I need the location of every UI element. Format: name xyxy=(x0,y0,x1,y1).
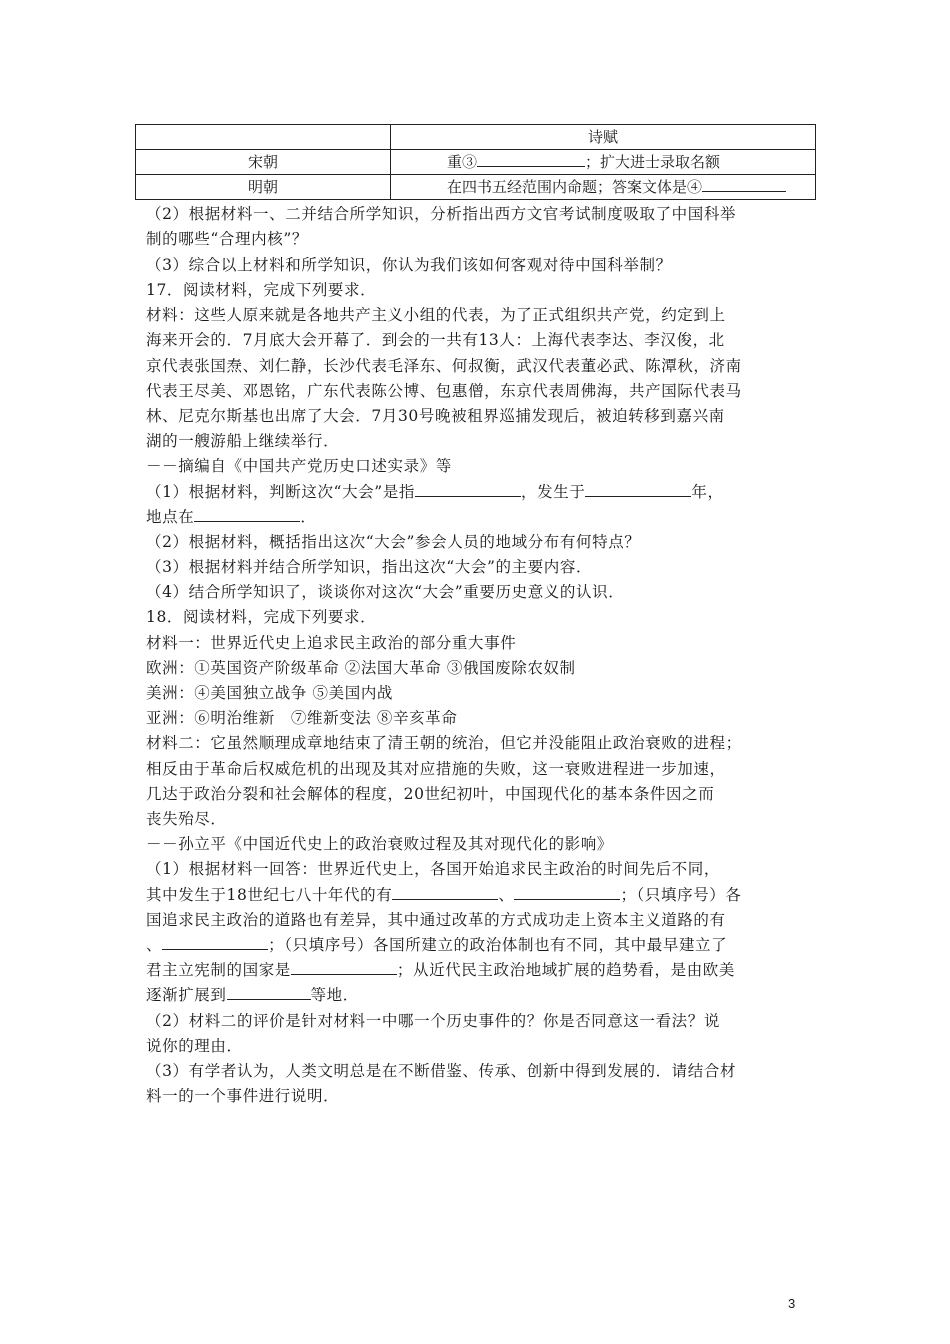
question-text xyxy=(146,958,735,983)
question-text: ，发生于 xyxy=(521,483,586,501)
table-row xyxy=(136,125,816,150)
table-cell xyxy=(391,175,816,200)
material-text: 美洲：④美国独立战争 ⑤美国内战 xyxy=(146,684,394,702)
page-number: 3 xyxy=(788,1296,796,1311)
fill-blank[interactable] xyxy=(477,152,585,167)
question-text: （2）材料二的评价是针对材料一中哪一个历史事件的？你是否同意这一看法？说 xyxy=(146,1012,720,1030)
cell-text: ；扩大进士录取名额 xyxy=(585,153,721,171)
question-text xyxy=(146,480,724,505)
question-text xyxy=(146,983,359,1008)
table-cell: 明朝 xyxy=(136,175,391,200)
material-text: 湖的一艘游船上继续举行． xyxy=(146,432,340,450)
question-text: ；从近代民主政治地域扩展的趋势看，是由欧美 xyxy=(396,961,736,979)
question-text: 国追求民主政治的道路也有差异，其中通过改革的方式成功走上资本主义道路的有 xyxy=(146,911,726,929)
material-text: 丧失殆尽． xyxy=(146,810,227,828)
cell-text: 在四书五经范围内命题；答案文体是④ xyxy=(447,178,703,196)
fill-blank[interactable] xyxy=(585,482,691,497)
material-text: 海来开会的．7月底大会开幕了．到会的一共有13人：上海代表李达、李汉俊，北 xyxy=(146,331,725,349)
table-cell: 宋朝 xyxy=(136,150,391,175)
question-text: （3）综合以上材料和所学知识，你认为我们该如何客观对待中国科举制？ xyxy=(146,256,672,274)
material-text: 材料：这些人原来就是各地共产主义小组的代表，为了正式组织共产党，约定到上 xyxy=(146,306,726,324)
question-title: 17．阅读材料，完成下列要求． xyxy=(146,281,377,299)
material-text: 林、尼克尔斯基也出席了大会．7月30号晚被租界巡捕发现后，被迫转移到嘉兴南 xyxy=(146,407,725,425)
question-text: （1）根据材料一回答：世界近代史上，各国开始追求民主政治的时间先后不同， xyxy=(146,860,720,878)
question-text: 、 xyxy=(146,936,163,954)
exam-table xyxy=(135,124,816,200)
fill-blank[interactable] xyxy=(514,885,620,900)
source-citation: －－摘编自《中国共产党历史口述实录》等 xyxy=(146,457,452,475)
question-text: 说你的理由． xyxy=(146,1037,243,1055)
material-text: 京代表张国焘、刘仁静，长沙代表毛泽东、何叔衡，武汉代表董必武、陈潭秋，济南 xyxy=(146,357,742,375)
question-text: 料一的一个事件进行说明． xyxy=(146,1087,340,1105)
source-citation: －－孙立平《中国近代史上的政治衰败过程及其对现代化的影响》 xyxy=(146,835,613,853)
fill-blank[interactable] xyxy=(162,935,268,950)
question-text: （3）有学者认为，人类文明总是在不断借鉴、传承、创新中得到发展的．请结合材 xyxy=(146,1062,737,1080)
question-text: （2）根据材料一、二并结合所学知识，分析指出西方文官考试制度吸取了中国科举 xyxy=(146,205,737,223)
question-text: （3）根据材料并结合所学知识，指出这次“大会”的主要内容． xyxy=(146,558,593,576)
question-text: 、 xyxy=(498,886,515,904)
material-text: 几达于政治分裂和社会解体的程度，20世纪初叶，中国现代化的基本条件因之而 xyxy=(146,785,715,803)
table-cell: 诗赋 xyxy=(391,125,816,150)
material-text: 材料二：它虽然顺理成章地结束了清王朝的统治，但它并没能阻止政治衰败的进程； xyxy=(146,734,742,752)
fill-blank[interactable] xyxy=(392,885,498,900)
material-text: 代表王尽美、邓恩铭，广东代表陈公博、包惠僧，东京代表周佛海，共产国际代表马 xyxy=(146,382,742,400)
question-text: 制的哪些“合理内核”？ xyxy=(146,230,308,248)
question-text: 等地． xyxy=(310,986,359,1004)
question-text: （4）结合所学知识了，谈谈你对这次“大会”重要历史意义的认识． xyxy=(146,583,625,601)
question-text: （1）根据材料，判断这次“大会”是指 xyxy=(146,483,416,501)
material-text: 相反由于革命后权威危机的出现及其对应措施的失败，这一衰败进程进一步加速， xyxy=(146,760,726,778)
question-text: 君主立宪制的国家是 xyxy=(146,961,291,979)
table-cell xyxy=(136,125,391,150)
question-text: ；（只填序号）各国所建立的政治体制也有不同，其中最早建立了 xyxy=(268,936,728,954)
material-text: 材料一：世界近代史上追求民主政治的部分重大事件 xyxy=(146,634,517,652)
fill-blank[interactable] xyxy=(227,985,311,1000)
fill-blank[interactable] xyxy=(415,482,521,497)
question-text: 逐渐扩展到 xyxy=(146,986,227,1004)
question-text: ；（只填序号）各 xyxy=(620,886,742,904)
cell-text: 重③ xyxy=(447,153,478,171)
table-row xyxy=(136,175,816,200)
material-text: 亚洲：⑥明治维新 ⑦维新变法 ⑧辛亥革命 xyxy=(146,709,458,727)
fill-blank[interactable] xyxy=(702,177,786,192)
question-text: 年， xyxy=(691,483,724,501)
table-cell xyxy=(391,150,816,175)
question-title: 18．阅读材料，完成下列要求． xyxy=(146,608,377,626)
material-text: 欧洲：①英国资产阶级革命 ②法国大革命 ③俄国废除农奴制 xyxy=(146,659,576,677)
question-text: 其中发生于18世纪七八十年代的有 xyxy=(146,886,393,904)
fill-blank[interactable] xyxy=(291,960,397,975)
fill-blank[interactable] xyxy=(194,507,300,522)
question-text: 地点在 xyxy=(146,508,195,526)
question-text xyxy=(146,505,316,530)
question-text: （2）根据材料，概括指出这次“大会”参会人员的地域分布有何特点？ xyxy=(146,533,641,551)
question-text xyxy=(146,883,742,908)
question-text: ． xyxy=(300,508,317,526)
question-text xyxy=(146,933,727,958)
table-row xyxy=(136,150,816,175)
